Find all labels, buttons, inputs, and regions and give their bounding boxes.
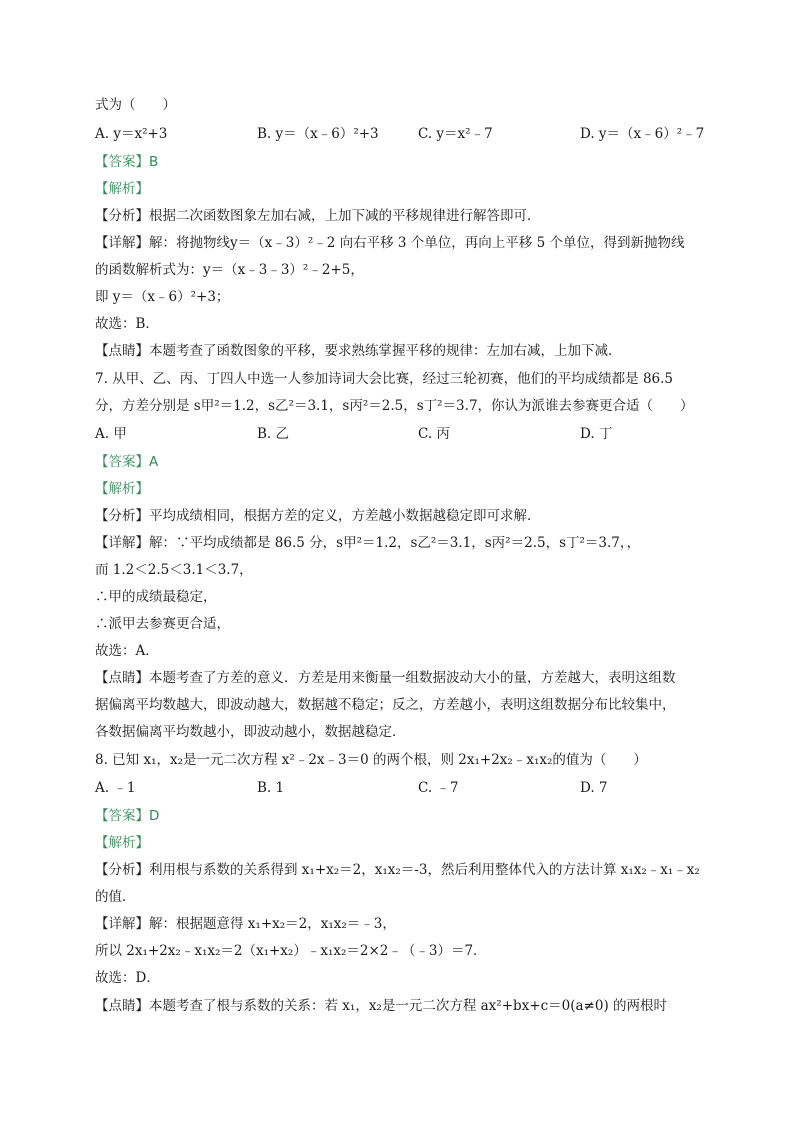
analysis-label: 【解析】 [95, 181, 149, 197]
analysis-label: 【解析】 [95, 835, 149, 851]
analysis-text: 【分析】利用根与系数的关系得到 x₁+x₂＝2，x₁x₂＝-3，然后利用整体代入的方法计算 x₁x₂﹣x₁﹣x₂ [95, 862, 700, 878]
option-a: A. ﹣1 [95, 780, 136, 796]
answer-label: 【答案】B [95, 154, 159, 170]
comment-text: 据偏离平均数越大，即波动越大，数据越不稳定；反之，方差越小，表明这组数据分布比较集中， [95, 697, 676, 713]
detail-line: 而 1.2＜2.5＜3.1＜3.7， [95, 562, 253, 578]
option-b: B. 1 [257, 780, 285, 796]
comment-text: 【点睛】本题考查了方差的意义．方差是用来衡量一组数据波动大小的量，方差越大，表明这组数 [95, 670, 676, 686]
option-a: A. y＝x²+3 [95, 126, 168, 142]
comment-text: 各数据偏离平均数越小，即波动越小，数据越稳定． [95, 724, 406, 740]
detail-line: 【详解】解：根据题意得 x₁+x₂＝2，x₁x₂＝﹣3， [95, 916, 396, 932]
comment-text: 【点睛】本题考查了根与系数的关系：若 x₁，x₂是一元二次方程 ax²+bx+c＝0(a≠0) 的两根时 [95, 998, 668, 1014]
option-a: A. 甲 [95, 426, 127, 442]
option-d: D. 7 [580, 780, 608, 796]
option-c: C. y＝x²﹣7 [418, 126, 493, 142]
analysis-text: 【分析】根据二次函数图象左加右减，上加下减的平移规律进行解答即可． [95, 208, 541, 224]
analysis-text: 的值． [95, 889, 136, 905]
option-d: D. y＝（x﹣6）²﹣7 [580, 126, 705, 142]
analysis-label: 【解析】 [95, 481, 149, 497]
question-7-stem: 分，方差分别是 s甲²＝1.2，s乙²＝3.1，s丙²＝2.5，s丁²＝3.7，你认为派谁去参赛更合适（ ） [95, 398, 694, 414]
option-c: C. 丙 [418, 426, 450, 442]
answer-label: 【答案】D [95, 808, 160, 824]
question-7-stem: 7. 从甲、乙、丙、丁四人中选一人参加诗词大会比赛，经过三轮初赛，他们的平均成绩都是 86.5 [95, 371, 674, 387]
detail-line: 【详解】解：∵平均成绩都是 86.5 分，s甲²＝1.2，s乙²＝3.1，s丙²＝2.5，s丁²＝3.7，， [95, 535, 641, 551]
option-c: C. ﹣7 [418, 780, 459, 796]
option-b: B. y＝（x﹣6）²+3 [257, 126, 379, 142]
detail-line: ∴派甲去参赛更合适， [95, 616, 230, 632]
option-b: B. 乙 [257, 426, 290, 442]
comment-text: 【点睛】本题考查了函数图象的平移，要求熟练掌握平移的规律：左加右减，上加下减． [95, 343, 622, 359]
detail-line: ∴甲的成绩最稳定， [95, 589, 217, 605]
detail-line: 所以 2x₁+2x₂﹣x₁x₂＝2（x₁+x₂）﹣x₁x₂＝2×2﹣（﹣3）＝7． [95, 943, 487, 959]
detail-line: 即 y＝（x﹣6）²+3； [95, 289, 230, 305]
option-d: D. 丁 [580, 426, 613, 442]
detail-line: 故选：B． [95, 316, 159, 332]
question-8-stem: 8. 已知 x₁，x₂是一元二次方程 x²﹣2x﹣3＝0 的两个根，则 2x₁+2x₂﹣x₁x₂的值为（ ） [95, 752, 647, 768]
detail-line: 故选：A． [95, 643, 159, 659]
analysis-text: 【分析】平均成绩相同，根据方差的定义，方差越小数据越稳定即可求解． [95, 508, 541, 524]
detail-line: 【详解】解：将抛物线y＝（x﹣3）²﹣2 向右平移 3 个单位，再向上平移 5 个单位，得到新抛物线 [95, 235, 685, 251]
answer-label: 【答案】A [95, 454, 159, 470]
detail-line: 的函数解析式为：y＝（x﹣3﹣3）²﹣2+5， [95, 262, 364, 278]
question-6-tail: 式为（ ） [95, 97, 176, 113]
detail-line: 故选：D． [95, 970, 160, 986]
